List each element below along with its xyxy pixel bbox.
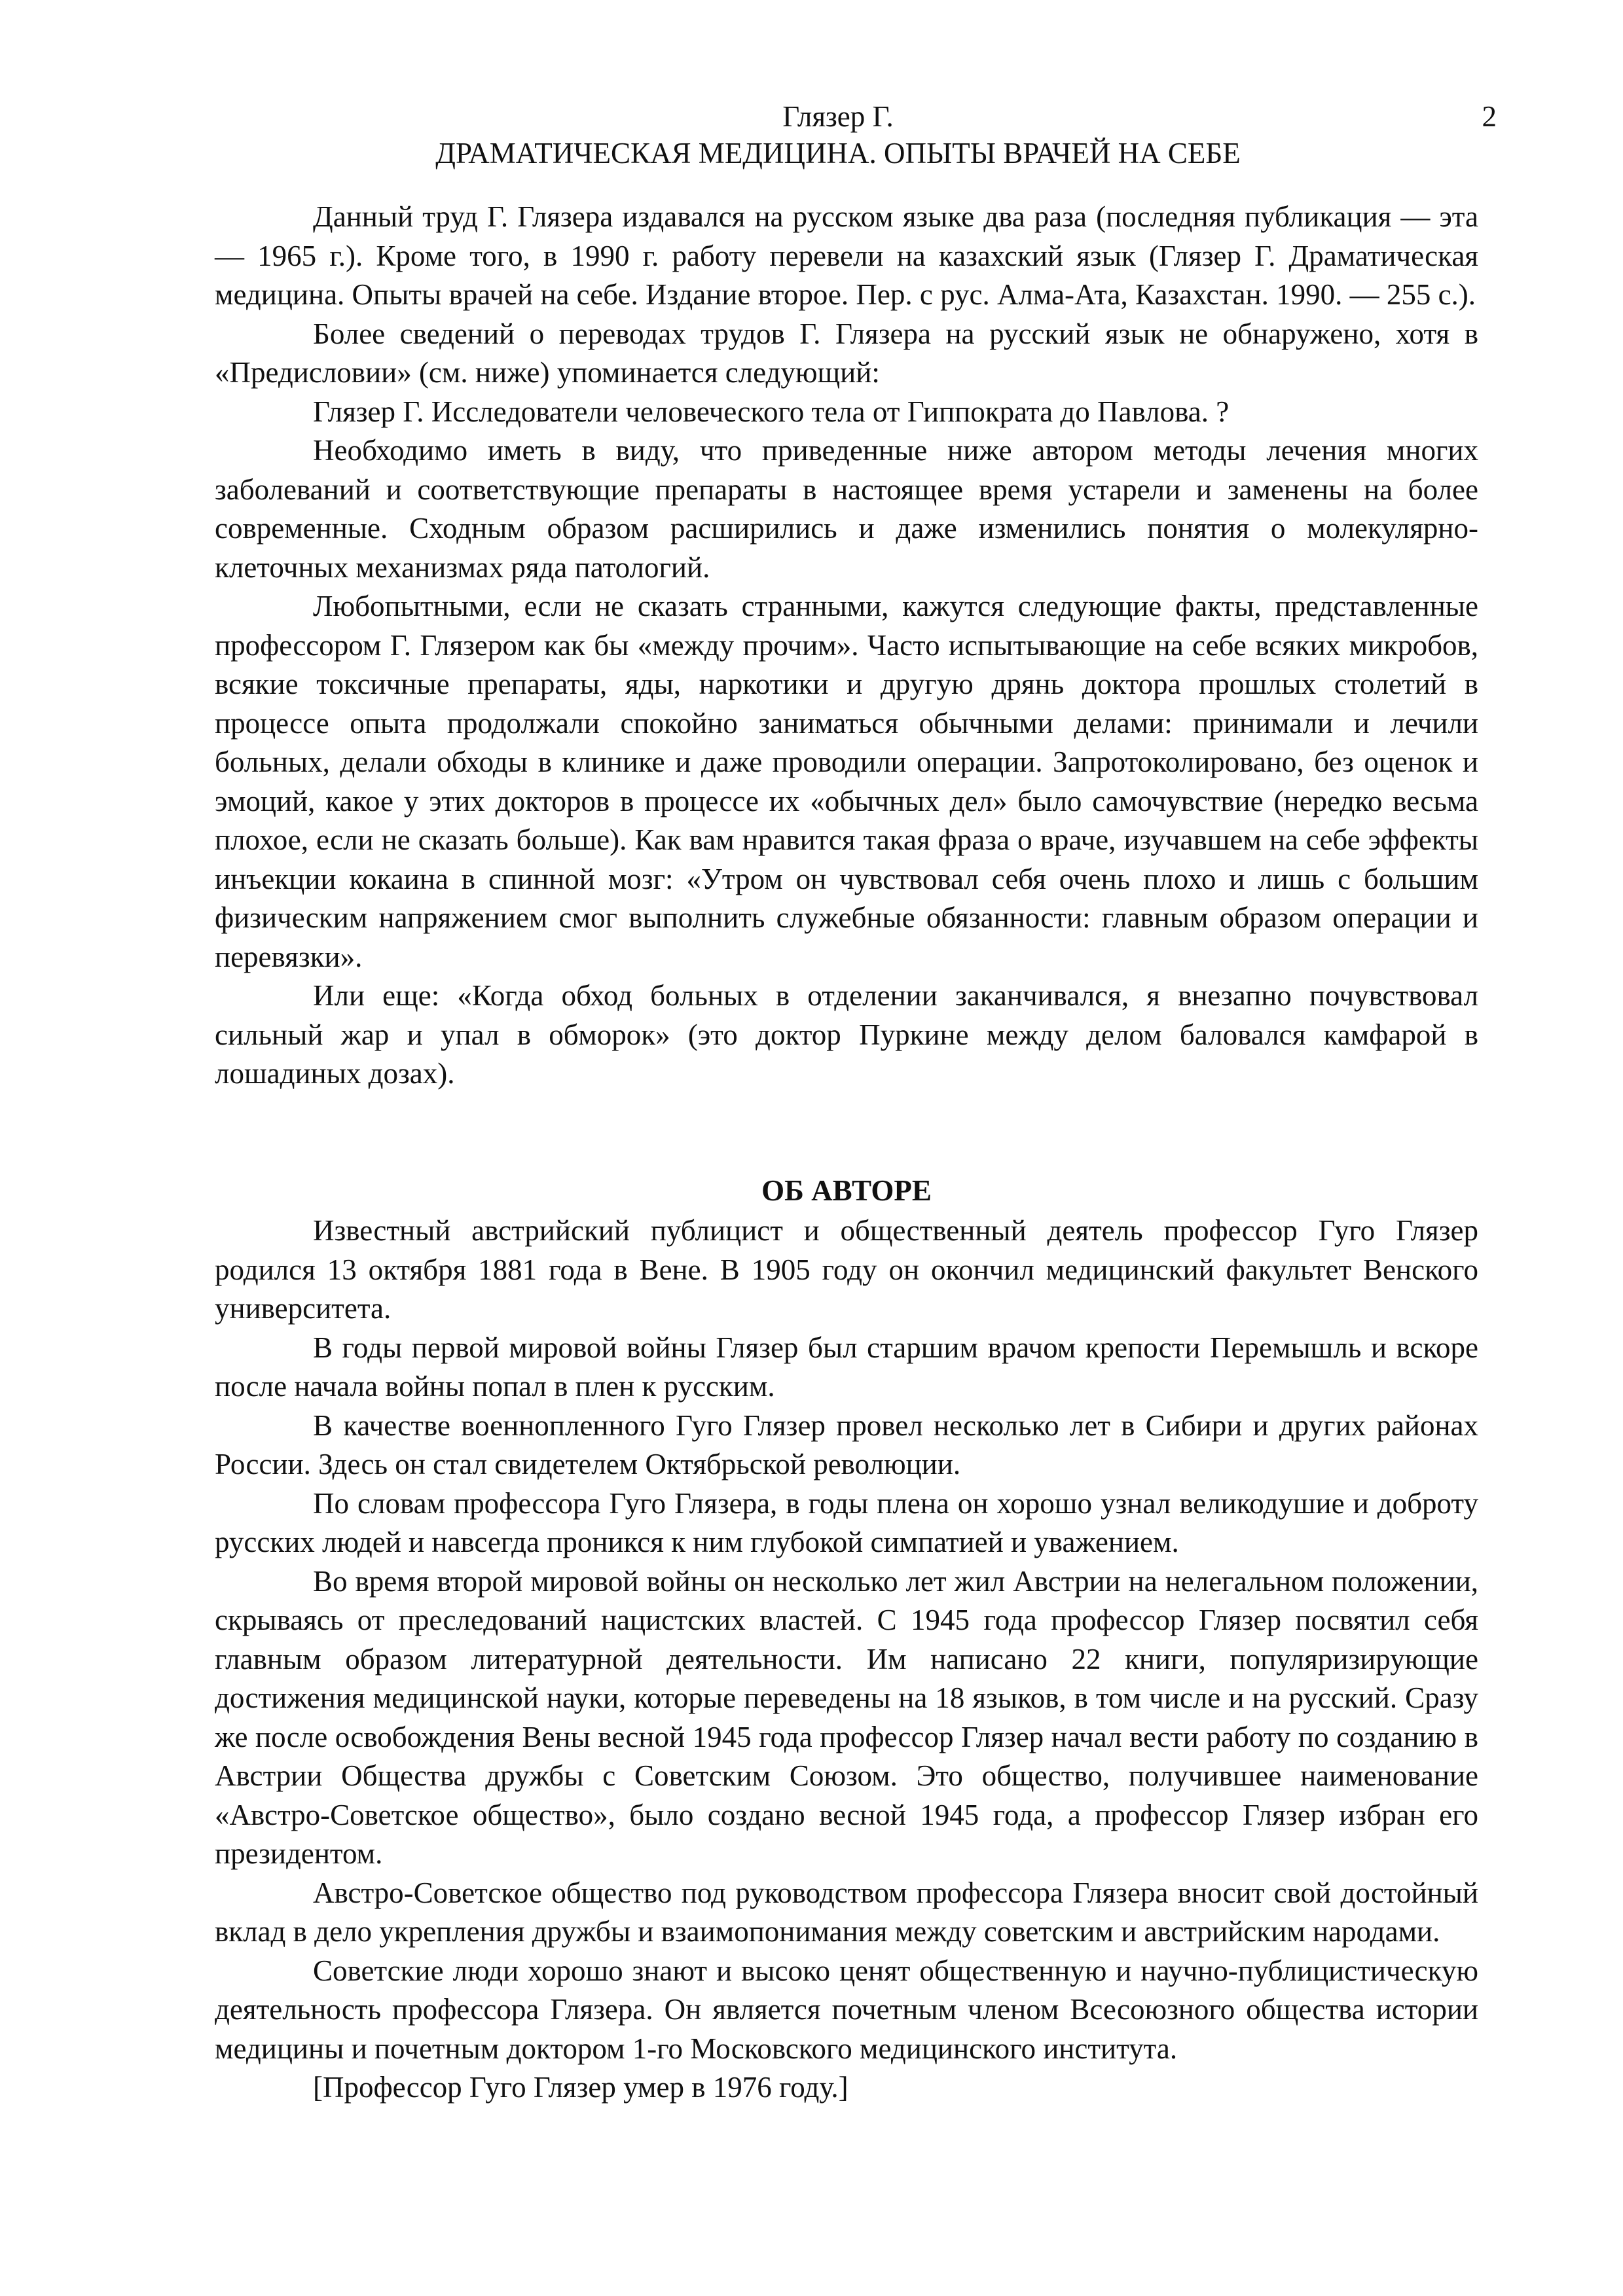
header-book-title: ДРАМАТИЧЕСКАЯ МЕДИЦИНА. ОПЫТЫ ВРАЧЕЙ НА СЕБЕ xyxy=(435,137,1241,170)
about-paragraph: По словам профессора Гуго Глязера, в годы плена он хорошо узнал великодушие и доброту русских людей и навсегда проникся к ним глубокой симпатией и уважением. xyxy=(215,1486,1478,1558)
about-paragraph: Во время второй мировой войны он несколько лет жил Австрии на нелегальном положении, скрываясь от преследований нацистских властей. С 1945 года профессор Глязер посвятил себя главным образом литературной деятельности. Им написано 22 книги, популяризирующие достижения медицинской науки, которые переведены на 18 языков, в том числе и на русский. Сразу же после освобождения Вены весной 1945 года профессор Глязер начал вести работу по созданию в Австрии Общества дружбы с Советским Союзом. Это общество, получившее наименование «Австро-Советское общество», было создано весной 1945 года, а профессор Глязер избран его президентом. xyxy=(215,1564,1478,1870)
intro-section xyxy=(215,198,1478,1094)
intro-paragraph: Необходимо иметь в виду, что приведенные ниже автором методы лечения многих заболеваний и соответствующие препараты в настоящее время устарели и заменены на более современные. Сходным образом расширились и даже изменились понятия о молекулярно-клеточных механизмах ряда патологий. xyxy=(215,434,1478,584)
intro-paragraph: Данный труд Г. Глязера издавался на русском языке два раза (последняя публикация — эта — 1965 г.). Кроме того, в 1990 г. работу перевели на казахский язык (Глязер Г. Драматическая медицина. Опыты врачей на себе. Издание второе. Пер. с рус. Алма-Ата, Казахстан. 1990. — 255 с.). xyxy=(215,200,1478,311)
intro-paragraph: Глязер Г. Исследователи человеческого тела от Гиппократа до Павлова. ? xyxy=(313,395,1230,428)
about-paragraph: В качестве военнопленного Гуго Глязер провел несколько лет в Сибири и других районах России. Здесь он стал свидетелем Октябрьской революции. xyxy=(215,1408,1478,1480)
intro-paragraph: Более сведений о переводах трудов Г. Глязера на русский язык не обнаружено, хотя в «Предисловии» (см. ниже) упоминается следующий: xyxy=(215,317,1478,389)
section-heading: ОБ АВТОРЕ xyxy=(761,1174,932,1207)
about-paragraph: [Профессор Гуго Глязер умер в 1976 году.] xyxy=(313,2071,848,2104)
running-header xyxy=(216,98,1460,171)
about-paragraph: Советские люди хорошо знают и высоко ценят общественную и научно-публицистическую деятельность профессора Глязера. Он является почетным членом Всесоюзного общества истории медицины и почетным доктором 1-го Московского медицинского института. xyxy=(215,1954,1478,2065)
intro-paragraph: Или еще: «Когда обход больных в отделении заканчивался, я внезапно почувствовал сильный жар и упал в обморок» (это доктор Пуркине между делом баловался камфарой в лошадиных дозах). xyxy=(215,979,1478,1090)
about-paragraph: Известный австрийский публицист и общественный деятель профессор Гуго Глязер родился 13 октября 1881 года в Вене. В 1905 году он окончил медицинский факультет Венского университета. xyxy=(215,1214,1478,1325)
header-author: Глязер Г. xyxy=(782,100,894,133)
about-author-section xyxy=(215,1172,1478,2108)
about-paragraph: В годы первой мировой войны Глязер был старшим врачом крепости Перемышль и вскоре после начала войны попал в плен к русским. xyxy=(215,1331,1478,1403)
about-paragraph: Австро-Советское общество под руководством профессора Глязера вносит свой достойный вклад в дело укрепления дружбы и взаимопонимания между советским и австрийским народами. xyxy=(215,1876,1478,1948)
intro-paragraph: Любопытными, если не сказать странными, кажутся следующие факты, представленные профессором Г. Глязером как бы «между прочим». Часто испытывающие на себе всяких микробов, всякие токсичные препараты, яды, наркотики и другую дрянь доктора прошлых столетий в процессе опыта продолжали спокойно заниматься обычными делами: принимали и лечили больных, делали обходы в клинике и даже проводили операции. Запротоколировано, без оценок и эмоций, какое у этих докторов в процессе их «обычных дел» было самочувствие (нередко весьма плохое, если не сказать больше). Как вам нравится такая фраза о враче, изучавшем на себе эффекты инъекции кокаина в спинной мозг: «Утром он чувствовал себя очень плохо и лишь с большим физическим напряжением смог выполнить служебные обязанности: главным образом операции и перевязки». xyxy=(215,590,1478,973)
page-number: 2 xyxy=(1482,100,1497,133)
